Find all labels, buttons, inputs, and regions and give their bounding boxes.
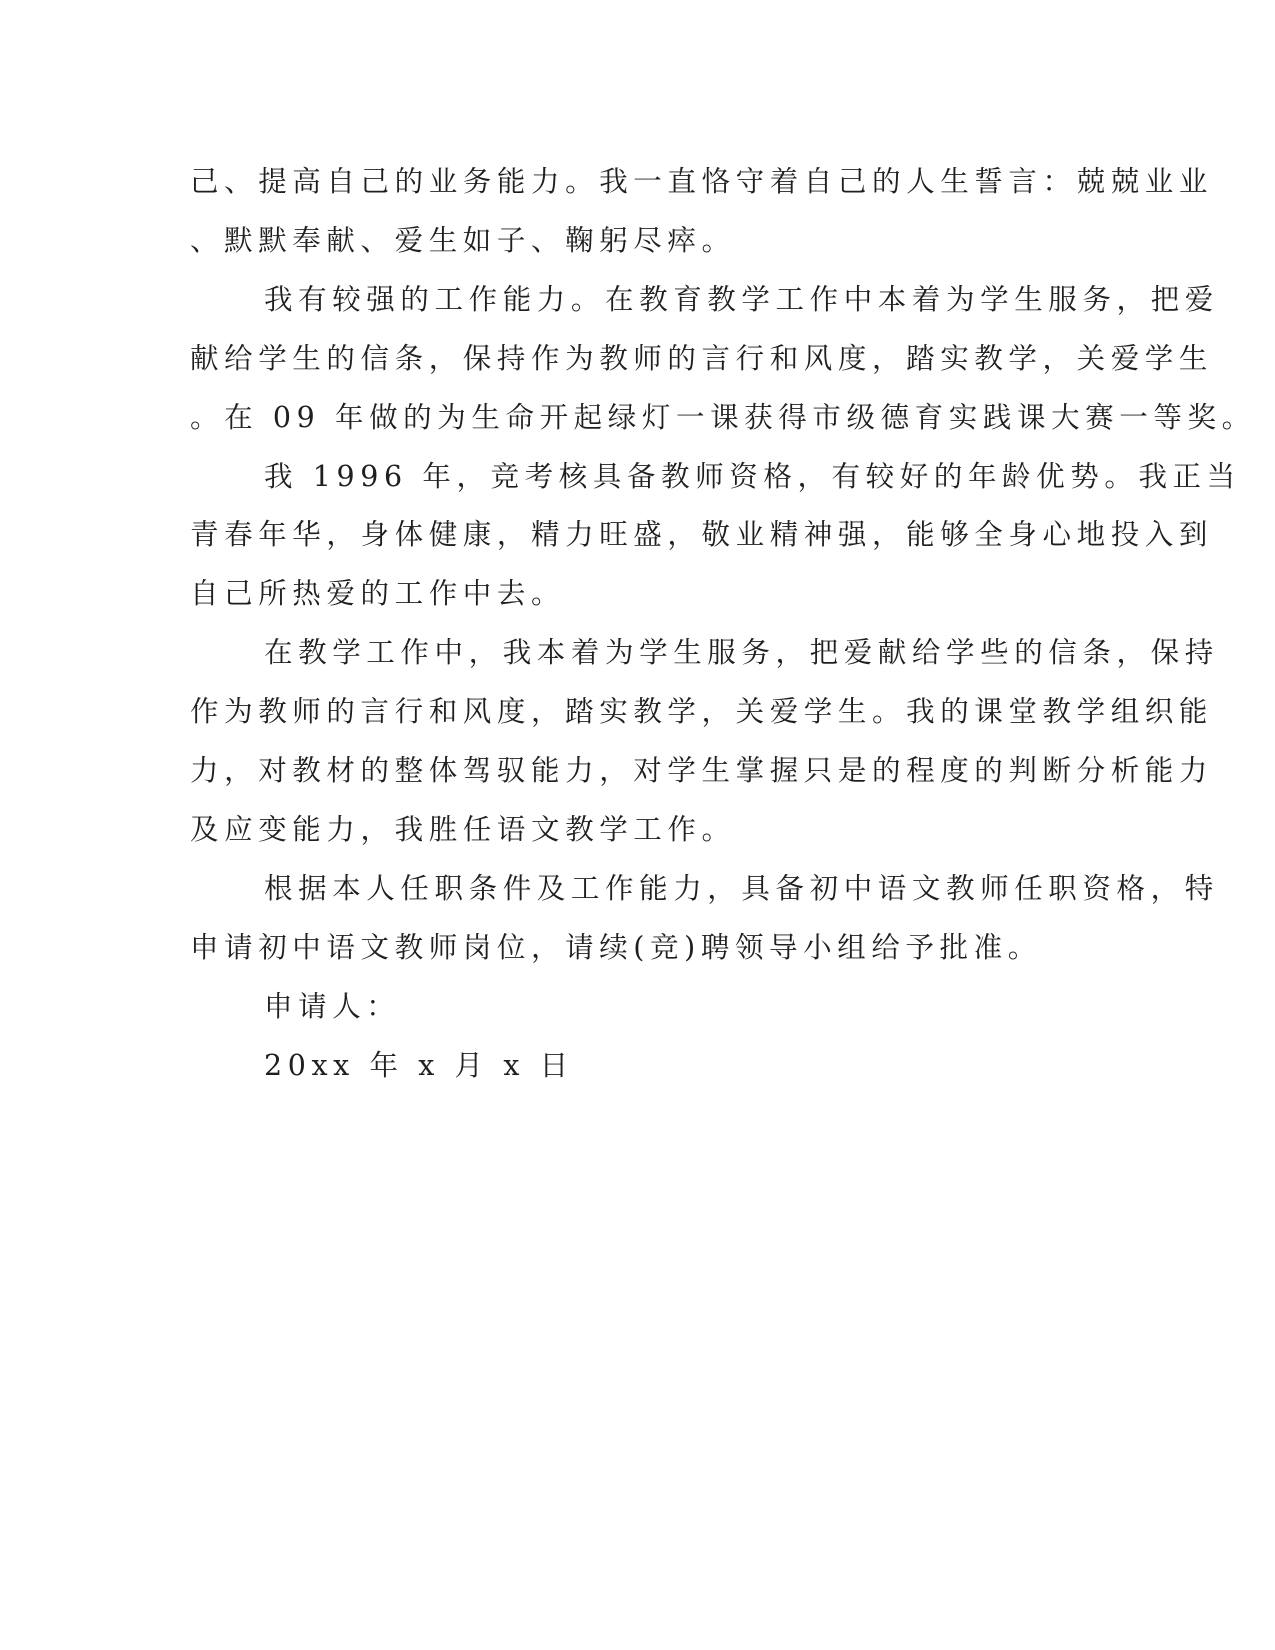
paragraph-line: 申请初中语文教师岗位，请续(竞)聘领导小组给予批准。 bbox=[190, 931, 1042, 964]
paragraph-line: 根据本人任职条件及工作能力，具备初中语文教师任职资格，特 bbox=[264, 872, 1219, 905]
paragraph-line: 在教学工作中，我本着为学生服务，把爱献给学些的信条，保持 bbox=[264, 636, 1219, 669]
paragraph-line: 及应变能力，我胜任语文教学工作。 bbox=[190, 813, 736, 846]
paragraph-line: 献给学生的信条，保持作为教师的言行和风度，踏实教学，关爱学生 bbox=[190, 342, 1214, 375]
paragraph-line: 自己所热爱的工作中去。 bbox=[190, 577, 566, 610]
date-line: 20xx 年 x 月 x 日 bbox=[264, 1049, 574, 1082]
paragraph-line: 我有较强的工作能力。在教育教学工作中本着为学生服务，把爱 bbox=[264, 283, 1219, 316]
paragraph-line: 青春年华，身体健康，精力旺盛，敬业精神强，能够全身心地投入到 bbox=[190, 518, 1214, 551]
paragraph-line: 。在 09 年做的为生命开起绿灯一课获得市级德育实践课大赛一等奖。 bbox=[190, 401, 1256, 434]
paragraph-line: 、默默奉献、爱生如子、鞠躬尽瘁。 bbox=[190, 224, 736, 257]
paragraph-line: 我 1996 年，竞考核具备教师资格，有较好的年龄优势。我正当 bbox=[264, 460, 1241, 493]
applicant-label: 申请人： bbox=[264, 990, 401, 1023]
paragraph-line: 作为教师的言行和风度，踏实教学，关爱学生。我的课堂教学组织能 bbox=[190, 695, 1214, 728]
paragraph-line: 力，对教材的整体驾驭能力，对学生掌握只是的程度的判断分析能力 bbox=[190, 754, 1214, 787]
paragraph-line: 己、提高自己的业务能力。我一直恪守着自己的人生誓言：兢兢业业 bbox=[190, 165, 1214, 198]
